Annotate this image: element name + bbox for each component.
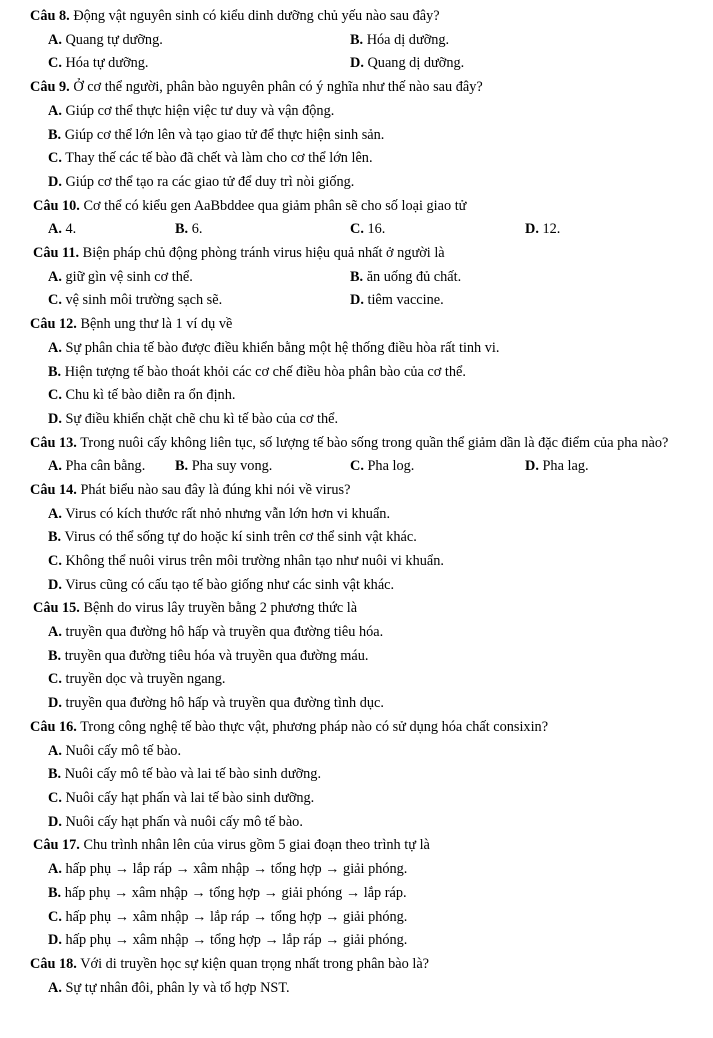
question-stem [33, 834, 709, 858]
option-row [0, 266, 713, 290]
option-a: A. 4. [48, 221, 77, 238]
option-b: B. Pha suy vong. [175, 458, 273, 475]
option-b: B. ăn uống đủ chất. [350, 268, 462, 285]
option-row [0, 289, 713, 313]
question-stem [33, 195, 709, 219]
option-row [0, 218, 713, 242]
option-b: B. Hóa dị dưỡng. [350, 31, 450, 48]
question-13 [0, 432, 713, 456]
option-b: B. 6. [175, 221, 203, 238]
question-text: Trong nuôi cấy không liên tục, số lượng tế bào sống trong quần thể giảm dần là đặc điểm của pha nào? [80, 434, 669, 451]
question-text: Bệnh do virus lây truyền bằng 2 phương thức là [83, 600, 358, 617]
question-16 [0, 716, 713, 740]
option-b: B. Hiện tượng tế bào thoát khỏi các cơ chế điều hòa phân bào của cơ thể. [48, 363, 466, 380]
question-number: Câu 14. [30, 481, 77, 498]
question-12 [0, 313, 713, 337]
option-a: A. Quang tự dưỡng. [48, 31, 163, 48]
question-15 [0, 597, 713, 621]
option-row [0, 29, 713, 53]
option-a: A. Nuôi cấy mô tế bào. [48, 742, 182, 759]
option-a: A. Sự tự nhân đôi, phân ly và tổ hợp NST. [48, 979, 290, 996]
question-number: Câu 11. [33, 245, 80, 262]
question-14 [0, 479, 713, 503]
question-8 [0, 5, 713, 29]
option-d: D. Nuôi cấy hạt phấn và nuôi cấy mô tế bào. [48, 813, 303, 830]
question-stem [30, 435, 709, 452]
option-a: A. hấp phụ → lắp ráp → xâm nhập → tổng hợp → giải phóng. [48, 861, 408, 878]
question-text: Ở cơ thể người, phân bào nguyên phân có ý nghĩa như thế nào sau đây? [73, 79, 483, 96]
option-c: C. truyền dọc và truyền ngang. [48, 671, 226, 688]
option-c: C. Thay thế các tế bào đã chết và làm cho cơ thể lớn lên. [48, 150, 373, 167]
question-number: Câu 13. [30, 434, 77, 451]
question-text: Trong công nghệ tế bào thực vật, phương pháp nào có sử dụng hóa chất consixin? [80, 718, 549, 735]
question-stem [30, 716, 709, 740]
question-text: Chu trình nhân lên của virus gồm 5 giai đoạn theo trình tự là [83, 837, 430, 854]
question-18 [0, 953, 713, 977]
option-a: A. Giúp cơ thể thực hiện việc tư duy và vận động. [48, 102, 335, 119]
question-text: Phát biểu nào sau đây là đúng khi nói về virus? [80, 481, 351, 498]
option-b: B. Giúp cơ thể lớn lên và tạo giao tử để thực hiện sinh sản. [48, 126, 385, 143]
option-c: C. Chu kì tế bào diễn ra ổn định. [48, 387, 236, 404]
option-d: D. Sự điều khiển chặt chẽ chu kì tế bào của cơ thể. [48, 410, 339, 427]
question-stem [30, 953, 709, 977]
question-text: Biện pháp chủ động phòng tránh virus hiệu quả nhất ở người là [82, 245, 445, 262]
option-d: D. Quang dị dưỡng. [350, 55, 465, 72]
question-stem [30, 5, 709, 29]
option-row [0, 455, 713, 479]
question-number: Câu 15. [33, 600, 80, 617]
option-a: A. Pha cân bằng. [48, 458, 146, 475]
option-c: C. Không thể nuôi virus trên môi trường nhân tạo như nuôi vi khuẩn. [48, 552, 444, 569]
question-number: Câu 16. [30, 718, 77, 735]
question-text: Với di truyền học sự kiện quan trọng nhất trong phân bào là? [80, 955, 430, 972]
option-a: A. Virus có kích thước rất nhỏ nhưng vẫn lớn hơn vi khuẩn. [48, 505, 391, 522]
option-d: D. Giúp cơ thể tạo ra các giao tử để duy trì nòi giống. [48, 173, 355, 190]
option-b: B. Nuôi cấy mô tế bào và lai tế bào sinh dưỡng. [48, 766, 322, 783]
option-c: C. hấp phụ → xâm nhập → lắp ráp → tổng hợp → giải phóng. [48, 908, 408, 925]
option-row [0, 52, 713, 76]
question-stem [30, 479, 709, 503]
question-stem [30, 313, 709, 337]
option-d: D. 12. [525, 221, 561, 238]
option-c: C. 16. [350, 221, 386, 238]
option-b: B. Virus có thể sống tự do hoặc kí sinh trên cơ thể sinh vật khác. [48, 529, 417, 546]
option-c: C. Pha log. [350, 458, 415, 475]
question-text: Cơ thể có kiểu gen AaBbddee qua giảm phân sẽ cho số loại giao tử [83, 197, 467, 214]
option-d: D. Pha lag. [525, 458, 589, 475]
question-number: Câu 10. [33, 197, 80, 214]
option-c: C. Nuôi cấy hạt phấn và lai tế bào sinh dưỡng. [48, 790, 315, 806]
question-stem [33, 597, 709, 621]
question-10 [0, 195, 713, 219]
question-number: Câu 17. [33, 837, 80, 854]
question-9 [0, 76, 713, 100]
option-d: D. tiêm vaccine. [350, 292, 444, 309]
question-stem [30, 76, 709, 100]
question-17 [0, 834, 713, 858]
option-a: A. Sự phân chia tế bào được điều khiển bằng một hệ thống điều hòa rất tinh vi. [48, 339, 500, 356]
option-d: D. hấp phụ → xâm nhập → tổng hợp → lắp ráp → giải phóng. [48, 932, 408, 949]
question-text: Bệnh ung thư là 1 ví dụ về [80, 316, 233, 333]
option-a: A. giữ gìn vệ sinh cơ thể. [48, 268, 193, 285]
option-a: A. truyền qua đường hô hấp và truyền qua đường tiêu hóa. [48, 624, 384, 641]
question-11 [0, 242, 713, 266]
option-b: B. hấp phụ → xâm nhập → tổng hợp → giải phóng → lắp ráp. [48, 884, 407, 901]
option-b: B. truyền qua đường tiêu hóa và truyền qua đường máu. [48, 647, 369, 664]
question-number: Câu 18. [30, 955, 77, 972]
question-number: Câu 9. [30, 79, 70, 96]
option-c: C. Hóa tự dưỡng. [48, 55, 149, 72]
option-c: C. vệ sinh môi trường sạch sẽ. [48, 292, 223, 309]
question-number: Câu 12. [30, 316, 77, 333]
option-d: D. Virus cũng có cấu tạo tế bào giống như các sinh vật khác. [48, 576, 395, 593]
option-d: D. truyền qua đường hô hấp và truyền qua đường tình dục. [48, 695, 384, 712]
question-number: Câu 8. [30, 8, 70, 24]
question-stem [33, 242, 709, 266]
question-text: Động vật nguyên sinh có kiểu dinh dưỡng chủ yếu nào sau đây? [73, 8, 440, 24]
